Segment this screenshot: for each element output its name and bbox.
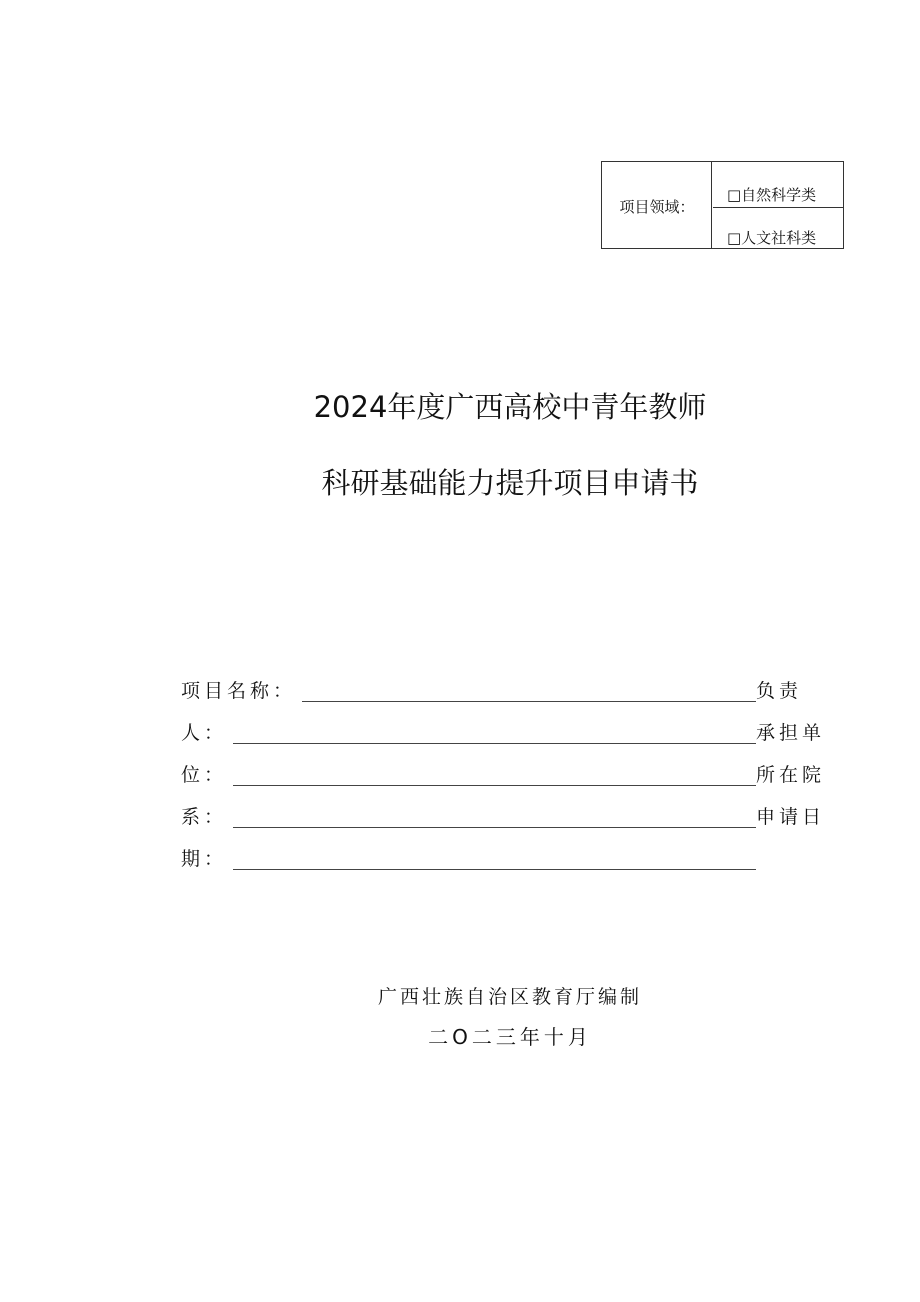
form-row-leader (181, 718, 831, 748)
fill-in-line (233, 743, 756, 744)
project-field-label-cell (602, 162, 712, 248)
form-row-department (181, 802, 831, 832)
form-label: 期： (181, 848, 228, 870)
option-humanities-label: □人文社科类 (727, 229, 817, 247)
fill-in-line (233, 827, 756, 828)
form-label: 项目名称： (181, 680, 297, 702)
option-natural-science-label: □自然科学类 (727, 186, 817, 204)
form-row-project-name (181, 676, 831, 706)
form-label: 人： (181, 722, 228, 744)
option-natural-science (713, 162, 844, 208)
fill-in-line (233, 869, 756, 870)
form-row-institution (181, 760, 831, 790)
issue-date: 二O二三年十月 (428, 1025, 592, 1049)
fill-in-line (233, 785, 756, 786)
document-title-line-2: 科研基础能力提升项目申请书 (321, 466, 699, 500)
form-tail: 申请日 (756, 806, 826, 828)
form-label: 位： (181, 764, 228, 786)
document-title-line-1: 2024年度广西高校中青年教师 (313, 390, 707, 424)
fill-in-line (302, 701, 756, 702)
issuer: 广西壮族自治区教育厅编制 (377, 986, 642, 1008)
form-tail: 负责 (756, 680, 803, 702)
form-label: 系： (181, 806, 228, 828)
form-row-application-date (181, 844, 831, 874)
project-field-label: 项目领域： (619, 198, 695, 216)
project-field-box (601, 161, 844, 249)
form-tail: 承担单 (756, 722, 826, 744)
option-humanities-social-science (713, 208, 844, 248)
form-tail: 所在院 (756, 764, 826, 786)
